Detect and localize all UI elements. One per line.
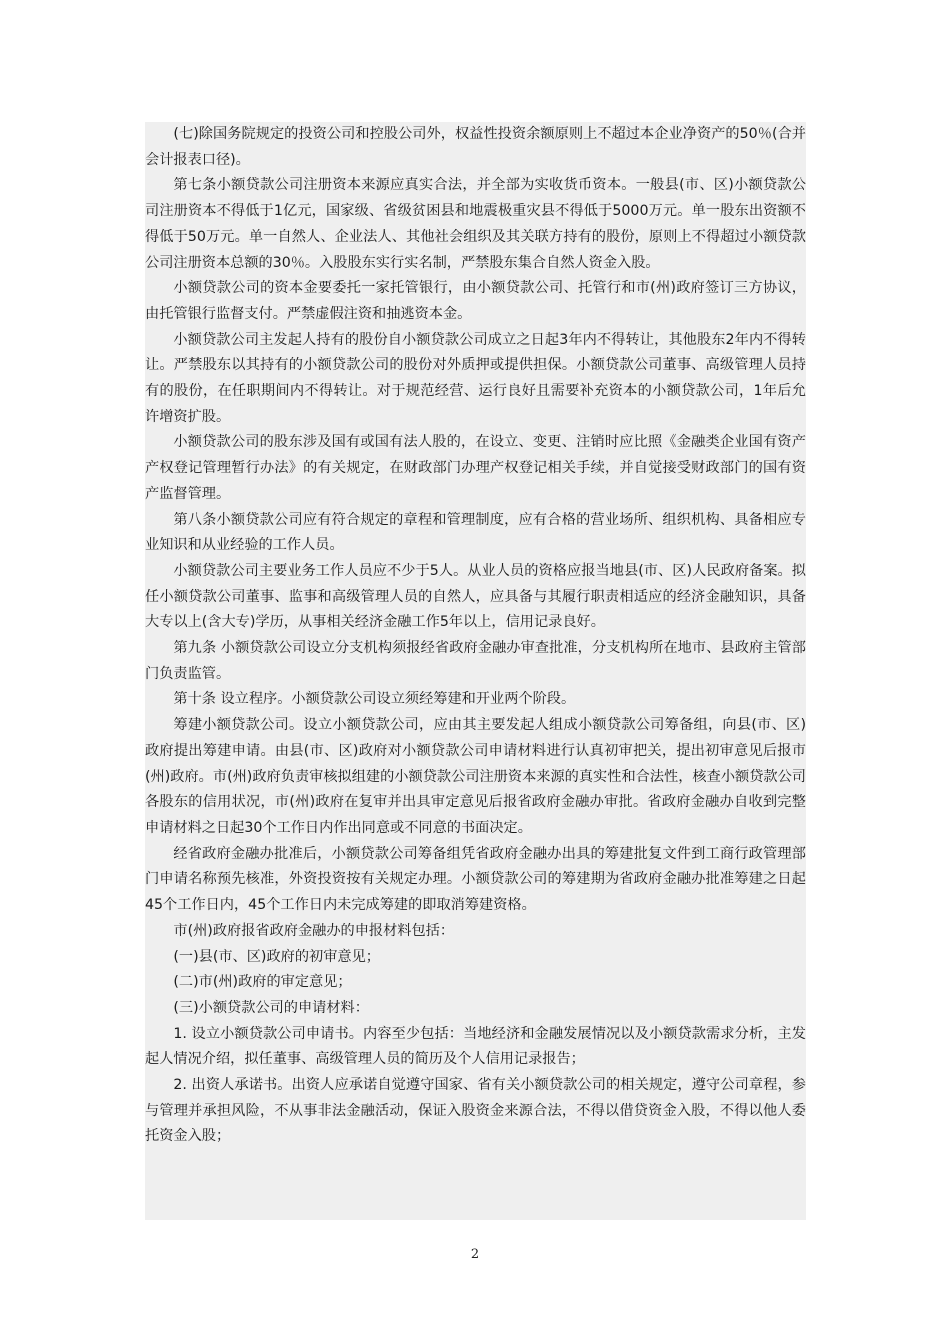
paragraph-9: 第十条 设立程序。小额贷款公司设立须经筹建和开业两个阶段。	[173, 691, 576, 708]
paragraph-5: 小额贷款公司的股东涉及国有或国有法人股的，在设立、变更、注销时应比照《金融类企业国有资产产权登记管理暂行办法》的有关规定，在财政部门办理产权登记相关手续，并自觉接受财政部门的国有资产监督管理。	[145, 434, 806, 502]
paragraph-6: 第八条小额贷款公司应有符合规定的章程和管理制度，应有合格的营业场所、组织机构、具备相应专业知识和从业经验的工作人员。	[145, 511, 806, 554]
paragraph-15: (三)小额贷款公司的申请材料：	[173, 999, 369, 1016]
paragraph-16: 1. 设立小额贷款公司申请书。内容至少包括：当地经济和金融发展情况以及小额贷款需求分析，主发起人情况介绍，拟任董事、高级管理人员的简历及个人信用记录报告；	[145, 1025, 806, 1068]
paragraph-2: 第七条小额贷款公司注册资本来源应真实合法，并全部为实收货币资本。一般县(市、区)小额贷款公司注册资本不得低于1亿元，国家级、省级贫困县和地震极重灾县不得低于5000万元。单一股东出资额不得低于50万元。单一自然人、企业法人、其他社会组织及其关联方持有的股份，原则上不得超过小额贷款公司注册资本总额的30％。入股股东实行实名制，严禁股东集合自然人资金入股。	[145, 177, 806, 271]
paragraph-12: 市(州)政府报省政府金融办的申报材料包括：	[173, 922, 455, 939]
paragraph-3: 小额贷款公司的资本金要委托一家托管银行，由小额贷款公司、托管行和市(州)政府签订三方协议，由托管银行监督支付。严禁虚假注资和抽逃资本金。	[145, 280, 806, 322]
paragraph-14: (二)市(州)政府的审定意见；	[173, 974, 352, 991]
paragraph-7: 小额贷款公司主要业务工作人员应不少于5人。从业人员的资格应报当地县(市、区)人民政府备案。拟任小额贷款公司董事、监事和高级管理人员的自然人，应具备与其履行职责相适应的经济金融知识，具备大专以上(含大专)学历，从事相关经济金融工作5年以上，信用记录良好。	[145, 562, 806, 631]
paragraph-4: 小额贷款公司主发起人持有的股份自小额贷款公司成立之日起3年内不得转让，其他股东2年内不得转让。严禁股东以其持有的小额贷款公司的股份对外质押或提供担保。小额贷款公司董事、高级管理人员持有的股份，在任职期间内不得转让。对于规范经营、运行良好且需要补充资本的小额贷款公司，1年后允许增资扩股。	[145, 331, 806, 425]
body-text	[145, 122, 806, 1220]
paragraph-10: 筹建小额贷款公司。设立小额贷款公司，应由其主要发起人组成小额贷款公司筹备组，向县(市、区)政府提出筹建申请。由县(市、区)政府对小额贷款公司申请材料进行认真初审把关，提出初审意见后报市(州)政府。市(州)政府负责审核拟组建的小额贷款公司注册资本来源的真实性和合法性，核查小额贷款公司各股东的信用状况，市(州)政府在复审并出具审定意见后报省政府金融办审批。省政府金融办自收到完整申请材料之日起30个工作日内作出同意或不同意的书面决定。	[145, 717, 806, 836]
paragraph-17: 2. 出资人承诺书。出资人应承诺自觉遵守国家、省有关小额贷款公司的相关规定，遵守公司章程，参与管理并承担风险，不从事非法金融活动，保证入股资金来源合法，不得以借贷资金入股，不得以他人委托资金入股；	[145, 1077, 806, 1145]
page-number: 2	[470, 1247, 480, 1262]
paragraph-11: 经省政府金融办批准后，小额贷款公司筹备组凭省政府金融办出具的筹建批复文件到工商行政管理部门申请名称预先核准，外资投资按有关规定办理。小额贷款公司的筹建期为省政府金融办批准筹建之日起45个工作日内，45个工作日内未完成筹建的即取消筹建资格。	[145, 845, 806, 914]
paragraph-8: 第九条 小额贷款公司设立分支机构须报经省政府金融办审查批准，分支机构所在地市、县政府主管部门负责监管。	[145, 640, 806, 682]
paragraph-1: (七)除国务院规定的投资公司和控股公司外，权益性投资余额原则上不超过本企业净资产的50％(合并会计报表口径)。	[145, 126, 806, 168]
paragraph-13: (一)县(市、区)政府的初审意见；	[173, 948, 380, 965]
